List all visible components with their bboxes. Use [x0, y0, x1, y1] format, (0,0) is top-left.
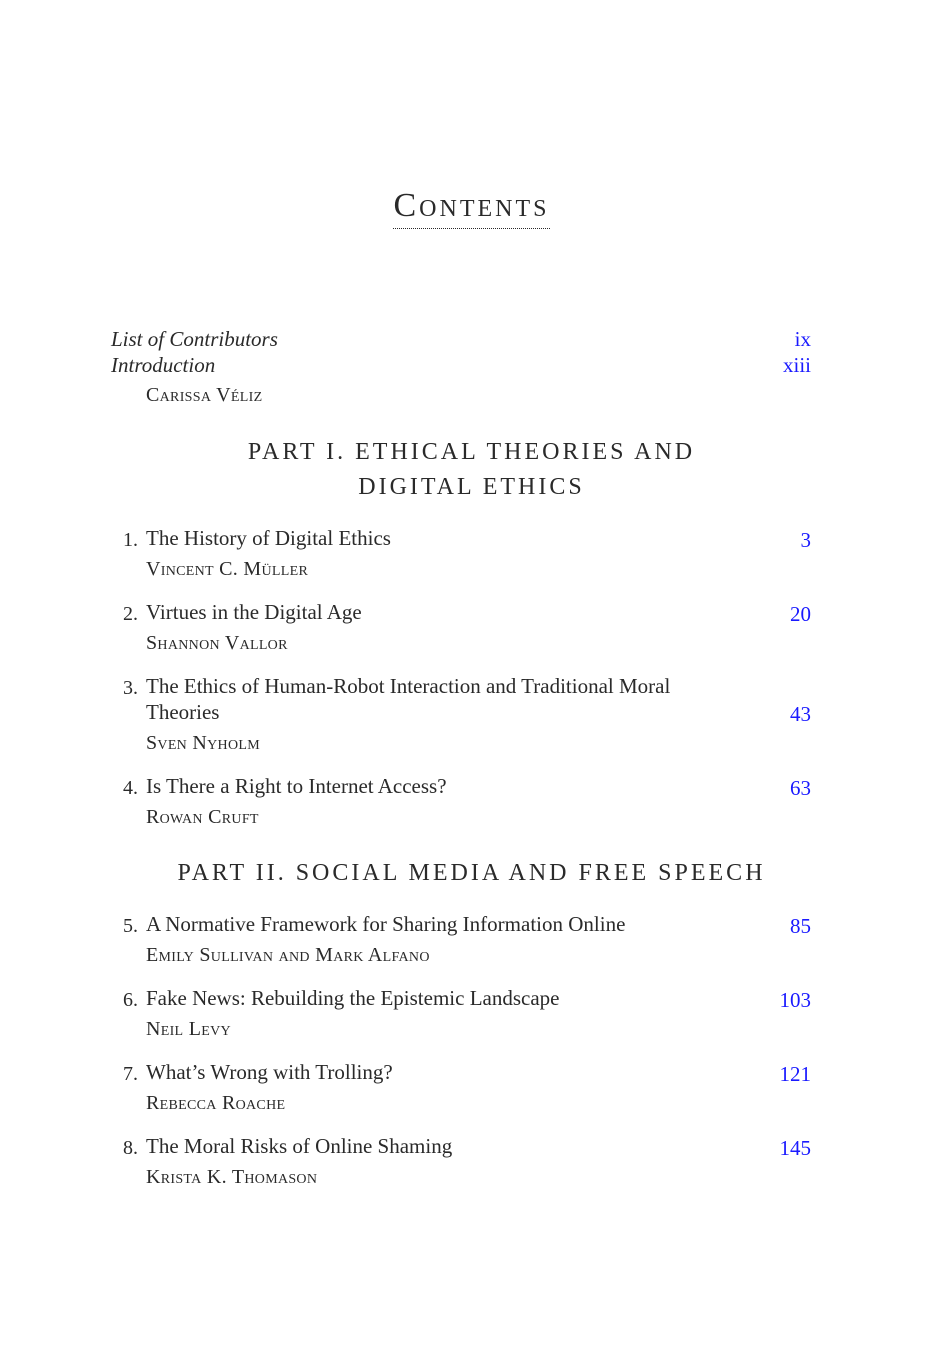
toc-page-link[interactable]: 43 — [790, 702, 811, 726]
toc-page-link[interactable]: 103 — [779, 988, 811, 1012]
chapter-title[interactable]: The History of Digital Ethics — [146, 526, 391, 550]
toc-page-link[interactable]: 3 — [800, 528, 811, 552]
chapter-number: 7. — [123, 1063, 138, 1085]
toc-author: Vincent C. Müller — [146, 558, 309, 580]
chapter-number: 3. — [123, 677, 138, 699]
toc-author: Sven Nyholm — [146, 732, 260, 754]
toc-entry-list-of-contributors[interactable]: List of Contributors — [111, 327, 278, 351]
toc-page-link[interactable]: 85 — [790, 914, 811, 938]
part-heading: PART I. ETHICAL THEORIES AND — [247, 439, 696, 465]
chapter-number: 6. — [123, 989, 138, 1011]
chapter-title-continued[interactable]: Theories — [146, 700, 220, 724]
chapter-number: 2. — [123, 603, 138, 625]
chapter-title[interactable]: Virtues in the Digital Age — [146, 600, 362, 624]
chapter-title[interactable]: Fake News: Rebuilding the Epistemic Landscape — [146, 986, 560, 1010]
chapter-number: 1. — [123, 529, 138, 551]
toc-author: Krista K. Thomason — [146, 1166, 318, 1188]
page-title-text: Contents — [393, 186, 549, 229]
page-title — [0, 186, 943, 229]
toc-author: Neil Levy — [146, 1018, 231, 1040]
chapter-title[interactable]: Is There a Right to Internet Access? — [146, 774, 447, 798]
toc-page-link[interactable]: xiii — [782, 353, 811, 377]
toc-entry-introduction[interactable]: Introduction — [111, 353, 216, 377]
toc-author: Rowan Cruft — [146, 806, 259, 828]
toc-author: Carissa Véliz — [146, 384, 263, 406]
toc-author: Rebecca Roache — [146, 1092, 286, 1114]
chapter-title[interactable]: What’s Wrong with Trolling? — [146, 1060, 393, 1084]
chapter-title[interactable]: The Moral Risks of Online Shaming — [146, 1134, 453, 1158]
part-heading: PART II. SOCIAL MEDIA AND FREE SPEECH — [177, 860, 766, 886]
toc-page-link[interactable]: 63 — [790, 776, 811, 800]
chapter-title[interactable]: A Normative Framework for Sharing Information Online — [146, 912, 626, 936]
toc-page-link[interactable]: ix — [794, 327, 811, 351]
chapter-number: 8. — [123, 1137, 138, 1159]
chapter-number: 4. — [123, 777, 138, 799]
chapter-number: 5. — [123, 915, 138, 937]
toc-author: Shannon Vallor — [146, 632, 288, 654]
toc-page-link[interactable]: 145 — [779, 1136, 811, 1160]
toc-page-link[interactable]: 20 — [790, 602, 811, 626]
toc-author: Emily Sullivan and Mark Alfano — [146, 944, 430, 966]
chapter-title[interactable]: The Ethics of Human-Robot Interaction and Traditional Moral — [146, 674, 671, 698]
part-heading: DIGITAL ETHICS — [358, 474, 585, 500]
toc-page-link[interactable]: 121 — [779, 1062, 811, 1086]
